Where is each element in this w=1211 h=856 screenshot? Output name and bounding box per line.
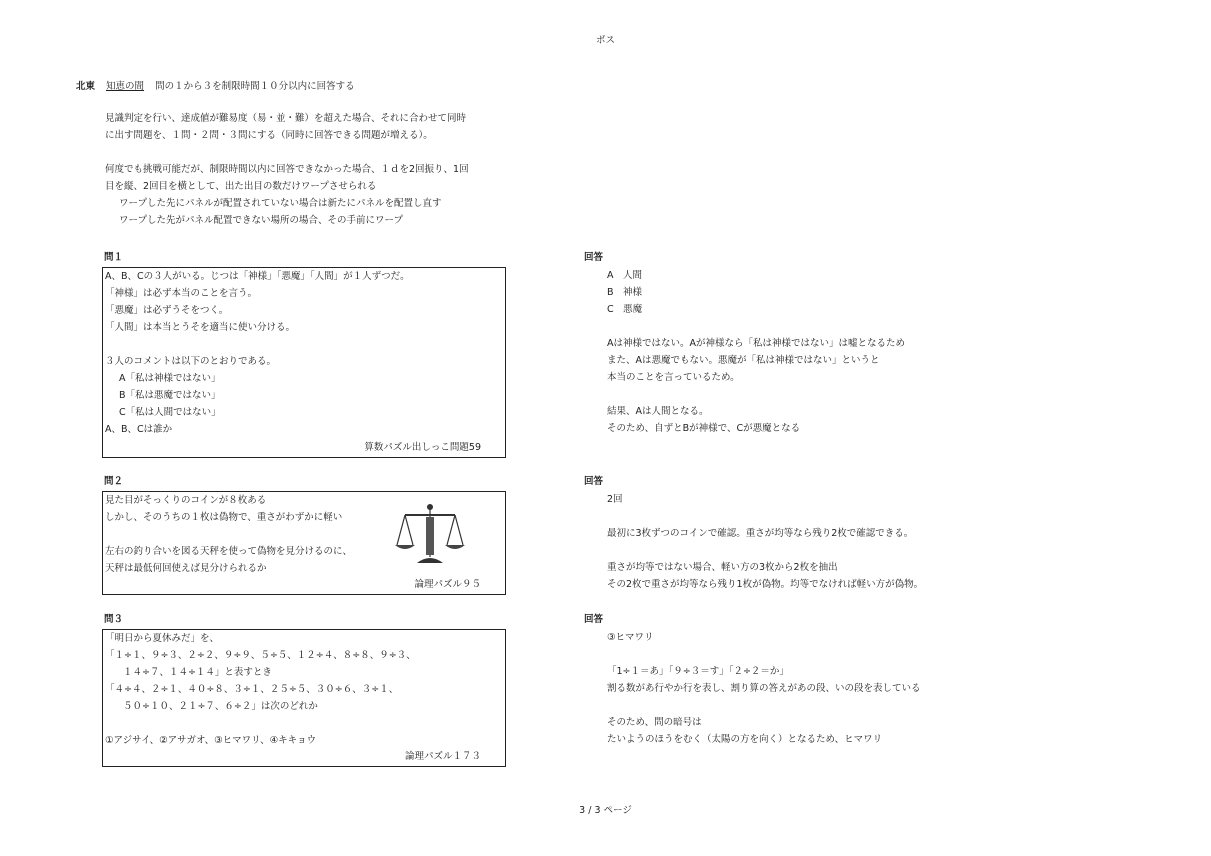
- question-line: A「私は神様ではない」: [119, 373, 221, 384]
- direction-label: 北東: [76, 81, 96, 92]
- question-source: 論理パズル１７３: [404, 751, 481, 762]
- intro-line: ワープした先にパネルが配置されていない場合は新たにパネルを配置し直す: [119, 198, 442, 209]
- question-line: 「明日から夏休みだ」を、: [105, 633, 220, 644]
- intro-line: に出す問題を、１問・２問・３問にする（同時に回答できる問題が増える）。: [105, 130, 433, 141]
- answer-line: C 悪魔: [607, 304, 643, 315]
- question-line: しかし、そのうちの１枚は偽物で、重さがわずかに軽い: [105, 512, 343, 523]
- question-line: １４÷７、１４÷１４」と表すとき: [123, 667, 272, 678]
- question-line: 「神様」は必ず本当のことを言う。: [105, 288, 258, 299]
- intro-text: [105, 110, 469, 229]
- question-line: 「悪魔」は必ずうそをつく。: [105, 305, 229, 316]
- answer-line: 最初に3枚ずつのコインで確認。重さが均等なら残り2枚で確認できる。: [607, 528, 914, 539]
- question-line: A、B、Cの３人がいる。じつは「神様」「悪魔」「人間」が１人ずつだ。: [105, 271, 410, 282]
- intro-line: 見識判定を行い、達成値が難易度（易・並・難）を超えた場合、それに合わせて同時: [105, 113, 467, 124]
- page-footer: 3 / 3 ページ: [579, 805, 632, 816]
- question-line: 「人間」は本当とうそを適当に使い分ける。: [105, 322, 296, 333]
- question-1-box: [102, 267, 506, 458]
- answer-2-body: [607, 491, 923, 593]
- question-line: B「私は悪魔ではない」: [119, 390, 221, 401]
- question-line: 見た目がそっくりのコインが８枚ある: [105, 495, 267, 506]
- answer-line: 重さが均等ではない場合、軽い方の3枚から2枚を抽出: [607, 562, 838, 573]
- answer-3-body: [607, 629, 921, 748]
- answer-line: A 人間: [607, 270, 642, 281]
- question-line: 「１÷１、９÷３、２÷２、９÷９、５÷５、１２÷４、８÷８、９÷３、: [105, 650, 416, 661]
- answer-2-heading: 回答: [584, 476, 604, 487]
- page-header: ボス: [595, 35, 615, 46]
- answer-1-body: [607, 267, 905, 437]
- room-name: 知恵の間: [106, 81, 145, 92]
- answer-line: そのため、問の暗号は: [607, 717, 702, 728]
- question-line: C「私は人間ではない」: [119, 407, 221, 418]
- answer-line: Aは神様ではない。Aが神様なら「私は神様ではない」は嘘となるため: [607, 338, 905, 349]
- question-line: 天秤は最低何回使えば見分けられるか: [105, 563, 267, 574]
- question-source: 論理パズル９５: [414, 579, 481, 590]
- answer-3-heading: 回答: [584, 614, 604, 625]
- question-line: 左右の釣り合いを図る天秤を使って偽物を見分けるのに、: [105, 546, 353, 557]
- question-3-heading: 問３: [104, 614, 124, 625]
- section-title: [76, 78, 355, 95]
- answer-line: 2回: [607, 494, 623, 505]
- question-3-box: [102, 629, 506, 767]
- answer-line: 本当のことを言っているため。: [607, 372, 740, 383]
- answer-line: そのため、自ずとBが神様で、Cが悪魔となる: [607, 423, 801, 434]
- answer-line: 結果、Aは人間となる。: [607, 406, 709, 417]
- answer-line: ③ヒマワリ: [607, 632, 654, 643]
- question-2-heading: 問２: [104, 476, 124, 487]
- question-line: ①アジサイ、②アサガオ、③ヒマワリ、④キキョウ: [105, 735, 317, 746]
- question-line: ３人のコメントは以下のとおりである。: [105, 356, 277, 367]
- title-description: 問の１から３を制限時間１０分以内に回答する: [155, 81, 355, 92]
- intro-line: 目を縦、2回目を横として、出た出目の数だけワープさせられる: [105, 181, 377, 192]
- answer-1-heading: 回答: [584, 252, 604, 263]
- answer-line: たいようのほうをむく（太陽の方を向く）となるため、ヒマワリ: [607, 734, 883, 745]
- question-line: ５０÷１０、２１÷７、６÷２」は次のどれか: [123, 701, 318, 712]
- answer-line: 「1÷１＝あ」「９÷３＝す」「２÷２＝か」: [607, 666, 789, 677]
- answer-line: B 神様: [607, 287, 643, 298]
- question-line: 「４÷４、２÷１、４０÷８、３÷１、２５÷５、３０÷６、３÷１、: [105, 684, 399, 695]
- balance-scale-icon: [393, 501, 467, 567]
- intro-line: ワープした先がパネル配置できない場所の場合、その手前にワープ: [119, 215, 404, 226]
- answer-line: その2枚で重さが均等なら残り1枚が偽物。均等でなければ軽い方が偽物。: [607, 579, 924, 590]
- intro-line: 何度でも挑戦可能だが、制限時間以内に回答できなかった場合、１ｄを2回振り、1回: [105, 164, 469, 175]
- answer-line: また、Aは悪魔でもない。悪魔が「私は神様ではない」というと: [607, 355, 880, 366]
- question-1-heading: 問１: [104, 252, 124, 263]
- question-line: A、B、Cは誰か: [105, 424, 173, 435]
- answer-line: 割る数があ行やか行を表し、割り算の答えがあの段、いの段を表している: [607, 683, 921, 694]
- question-source: 算数パズル出しっこ問題59: [364, 442, 481, 453]
